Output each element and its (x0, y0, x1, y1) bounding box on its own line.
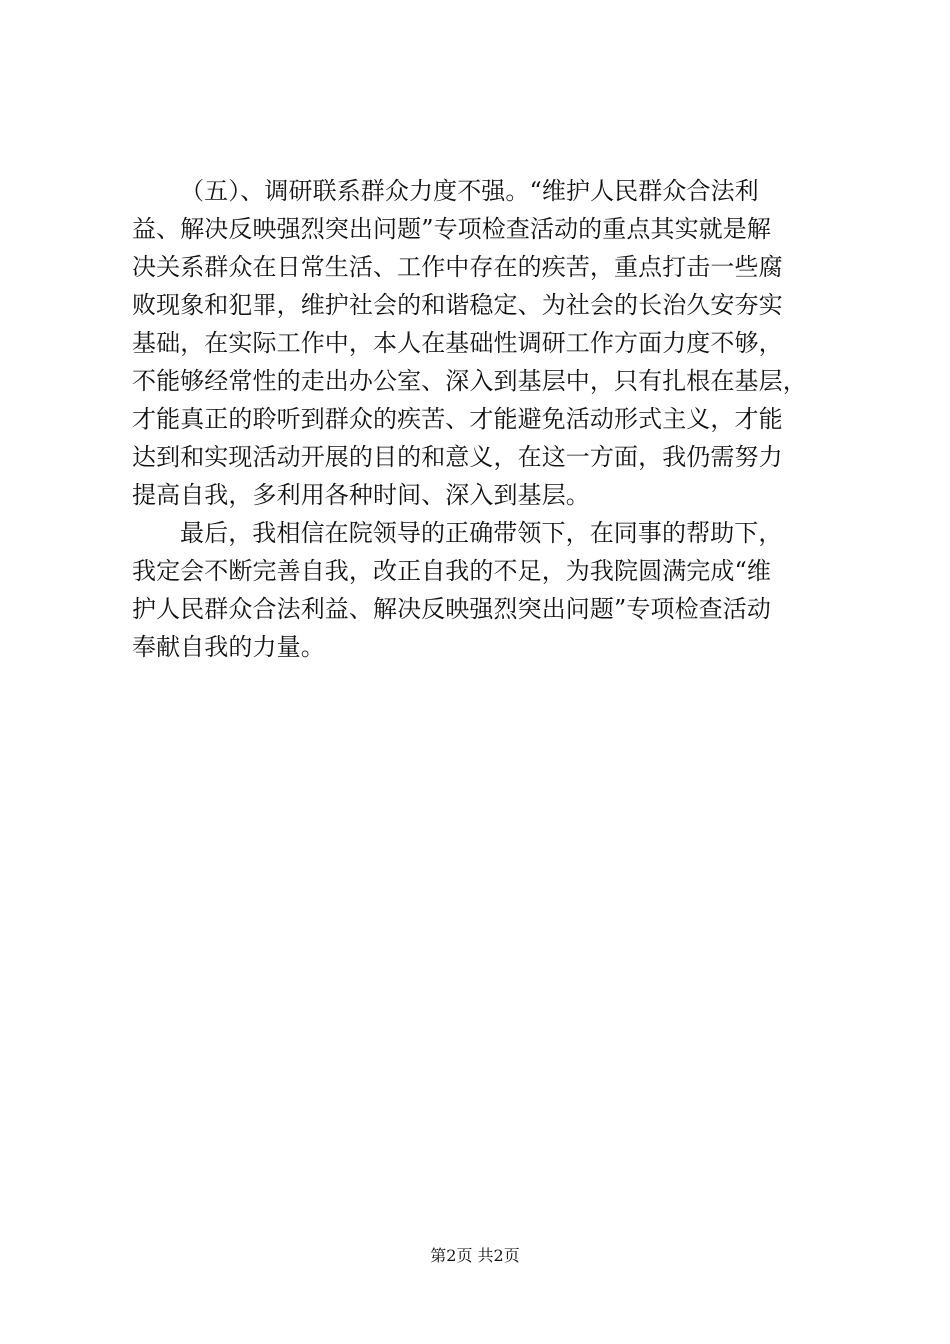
text-line: （五）、调研联系群众力度不强。“维护人民群众合法利 (180, 177, 759, 205)
paragraph-2 (132, 514, 852, 666)
text-line: 决关系群众在日常生活、工作中存在的疾苦，重点打击一些腐 (132, 253, 783, 281)
text-line: 益、解决反映强烈突出问题”专项检查活动的重点其实就是解 (132, 215, 771, 243)
text-line: 才能真正的聆听到群众的疾苦、才能避免活动形式主义，才能 (132, 405, 783, 433)
text-line: 达到和实现活动开展的目的和意义，在这一方面，我仍需努力 (132, 443, 783, 471)
text-line: 我定会不断完善自我，改正自我的不足，为我院圆满完成“维 (132, 557, 771, 585)
page-number-footer: 第2页 共2页 (430, 1246, 520, 1265)
paragraph-1 (132, 172, 852, 514)
text-line: 护人民群众合法利益、解决反映强烈突出问题”专项检查活动 (132, 595, 771, 623)
text-line: 提高自我，多利用各种时间、深入到基层。 (132, 481, 590, 509)
text-line: 败现象和犯罪，维护社会的和谐稳定、为社会的长治久安夯实 (132, 291, 783, 319)
text-line: 不能够经常性的走出办公室、深入到基层中，只有扎根在基层， (132, 367, 807, 395)
text-line: 基础，在实际工作中，本人在基础性调研工作方面力度不够， (132, 329, 783, 357)
document-body (132, 172, 852, 666)
text-line: 奉献自我的力量。 (132, 633, 325, 661)
text-line: 最后，我相信在院领导的正确带领下，在同事的帮助下， (180, 519, 783, 547)
